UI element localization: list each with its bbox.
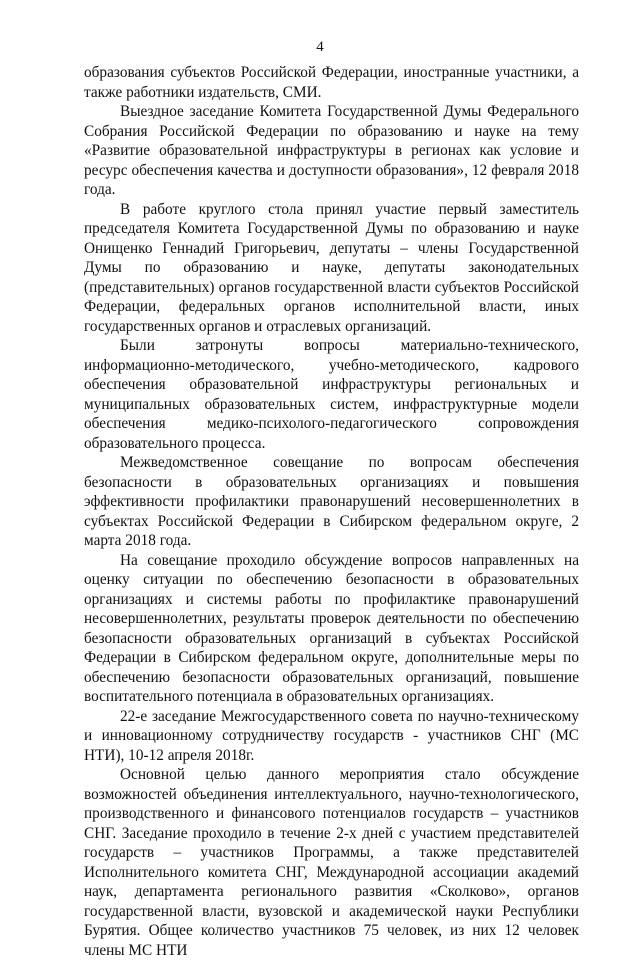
paragraph: Основной целью данного мероприятия стало обсуждение возможностей объединения интеллектуального, научно-технологического, производственного и финансового потенциалов государств – участников СНГ. Заседание проходило в течение 2-х дней с участием представителей государств – участников Программы, а также представителей Исполнительного комитета СНГ, Международной ассоциации академий наук, департамента регионального развития «Сколково», органов государственной власти, вузовской и академической науки Республики Бурятия. Общее количество участников 75 человек, из них 12 человек члены МС НТИ: [84, 766, 579, 959]
paragraph: 22-е заседание Межгосударственного совета по научно-техническому и инновационному сотрудничеству государств - участников СНГ (МС НТИ), 10-12 апреля 2018г.: [84, 707, 579, 764]
paragraph: образования субъектов Российской Федерации, иностранные участники, а также работники издательств, СМИ.: [84, 64, 579, 101]
paragraph: В работе круглого стола принял участие первый заместитель председателя Комитета Государственной Думы по образованию и науке Онищенко Геннадий Григорьевич, депутаты – члены Государственной Думы по образованию и науке, депутаты законодательных (представительных) органов государственной власти субъектов Российской Федерации, федеральных органов исполнительной власти, иных государственных органов и отраслевых организаций.: [84, 200, 579, 335]
document-body: [84, 63, 579, 960]
paragraph: На совещание проходило обсуждение вопросов направленных на оценку ситуации по обеспечению безопасности в образовательных организациях и системы работы по профилактике правонарушений несовершеннолетних, результаты проверок деятельности по обеспечению безопасности образовательных организаций в субъектах Российской Федерации в Сибирском федеральном округе, дополнительные меры по обеспечению безопасности образовательных организаций, повышение воспитательного потенциала в образовательных организациях.: [84, 551, 579, 705]
page-number: 4: [316, 39, 324, 55]
paragraph: Межведомственное совещание по вопросам обеспечения безопасности в образовательных организациях и повышения эффективности профилактики правонарушений несовершеннолетних в субъектах Российской Федерации в Сибирском федеральном округе, 2 марта 2018 года.: [84, 454, 579, 549]
paragraph: Выездное заседание Комитета Государственной Думы Федерального Собрания Российской Федерации по образованию и науке на тему «Развитие образовательной инфраструктуры в регионах как условие и ресурс обеспечения качества и доступности образования», 12 февраля 2018 года.: [84, 103, 579, 198]
paragraph: Были затронуты вопросы материально-технического, информационно-методического, учебно-методического, кадрового обеспечения образовательной инфраструктуры региональных и муниципальных образовательных систем, инфраструктурные модели обеспечения медико-психолого-педагогического сопровождения образовательного процесса.: [84, 337, 579, 452]
